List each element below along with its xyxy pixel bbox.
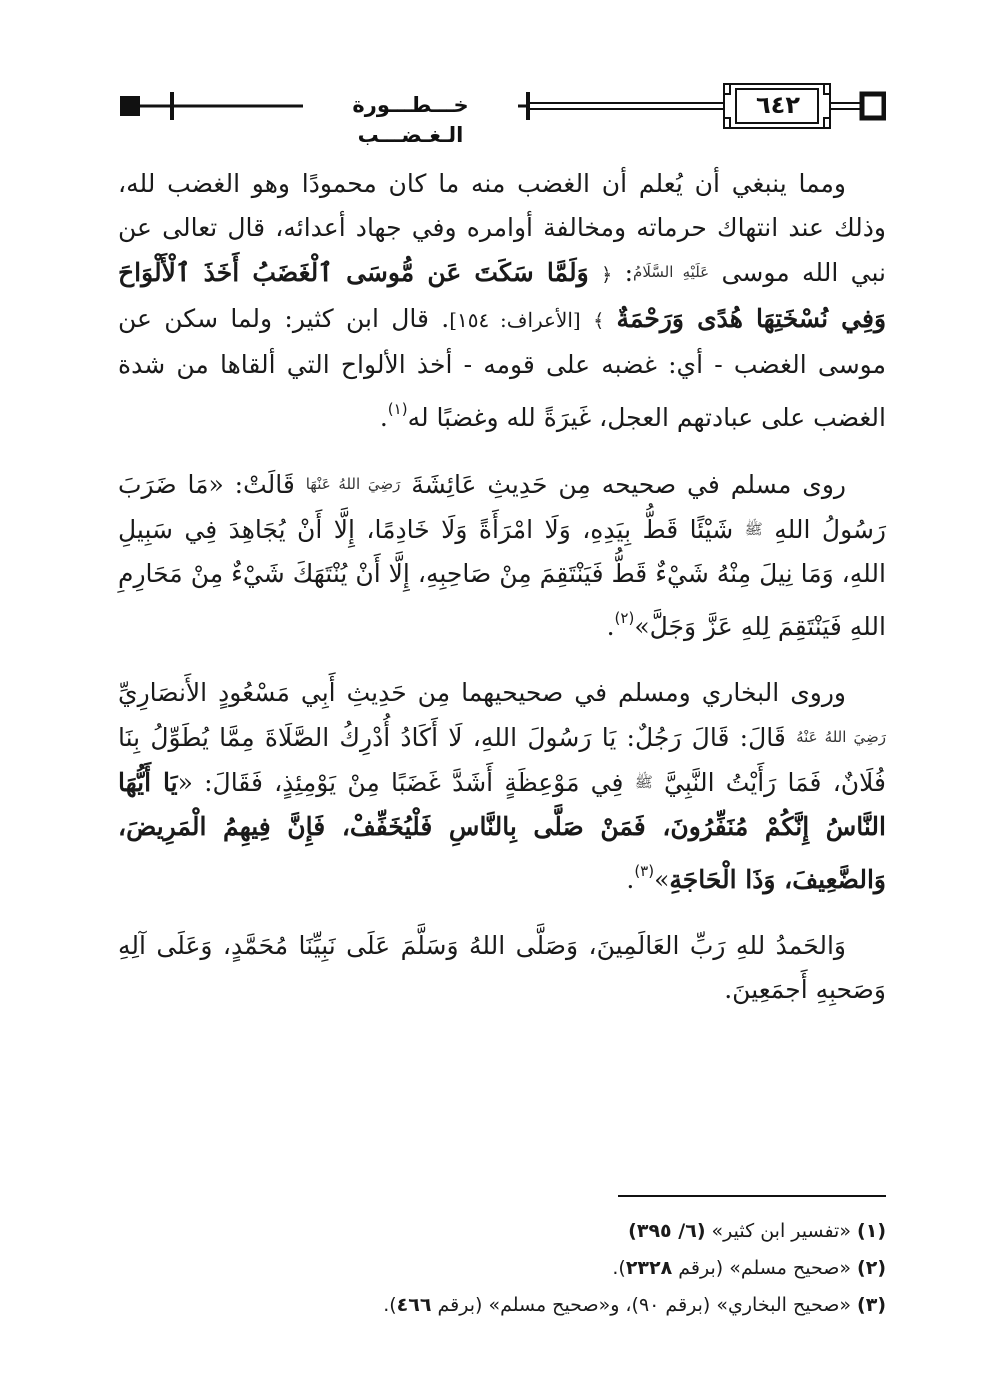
page-header [118,80,886,147]
main-text [118,162,886,1034]
quran-bracket-close: ﴾ [593,310,605,332]
paragraph-1 [118,162,886,440]
footnote-ref-2[interactable]: (٢) [614,609,635,627]
p2-text-a: روى مسلم في صحيحه مِن حَدِيثِ عَائِشَةَ [411,470,846,499]
page-number: ٦٤٢ [756,91,800,119]
footnotes [118,1213,886,1324]
p1-text-b: : [624,258,634,287]
footnote-number: (١) [857,1220,886,1242]
footnote-number: (٢) [857,1257,886,1279]
honorific-salawat-2: ﷺ [634,773,653,791]
honorific-salawat: ﷺ [744,520,763,538]
footnote-citation: (٦/ ٣٩٥) [628,1220,706,1242]
running-title: خـــطـــورة الـغـضـــب [303,90,518,120]
footnote-number: (٣) [857,1294,886,1316]
footnote-ref-3[interactable]: (٣) [634,862,655,880]
quran-verse: وَلَمَّا سَكَتَ عَن مُّوسَى ٱلْغَضَبُ أَخَذَ ٱلْأَلْوَاحَ وَفِي نُسْخَتِهَا هُدًى وَرَحْمَةٌ [118,258,887,333]
p1-text-c: . قال ابن كثير: ولما سكن عن موسى الغضب - أي: غضبه على قومه - أخذ الألواح التي ألقاها من شدة الغضب على عبادتهم العجل، غَيرَةً لله وغضبًا له [118,304,886,432]
paragraph-2 [118,462,886,649]
footnote-3 [118,1287,886,1324]
footnote-text: «تفسير ابن كثير» [711,1220,851,1242]
p2-text-b: قَالَتْ: «مَا ضَرَبَ رَسُولُ اللهِ [118,470,887,544]
p3-text-b: قَالَ: قَالَ رَجُلٌ: يَا رَسُولَ اللهِ، لَا أَكَادُ أُدْرِكُ الصَّلَاةَ مِمَّا يُطَوِّلُ بِنَا فُلَانٌ، فَمَا رَأَيْتُ النَّبِيَّ [118,723,887,797]
footnote-2 [118,1250,886,1287]
p1-end: . [379,403,388,432]
verse-reference: [الأعراف: ١٥٤] [449,308,581,332]
footnote-text: «صحيح مسلم» (برقم [678,1257,851,1279]
paragraph-3 [118,671,886,902]
p3-text-a: وروى البخاري ومسلم في صحيحيهما مِن حَدِيثِ أَبِي مَسْعُودٍ الأَنصَارِيِّ [118,678,846,707]
paragraph-4 [118,924,886,1012]
footnote-ref-1[interactable]: (١) [387,400,408,418]
footnote-end: ). [383,1294,397,1316]
p2-text-c: شَيْئًا قَطُّ بِيَدِهِ، وَلَا امْرَأَةً وَلَا خَادِمًا، إِلَّا أَنْ يُجَاهِدَ فِي سَبِيلِ اللهِ، وَمَا نِيلَ مِنْهُ شَيْءٌ قَطُّ فَيَنْتَقِمَ مِنْ صَاحِبِهِ، إِلَّا أَنْ يُنْتَهَكَ شَيْءٌ مِنْ مَحَارِمِ اللهِ فَيَنْتَقِمَ لِلهِ عَزَّ وَجَلَّ» [118,515,886,641]
p3-text-c: فِي مَوْعِظَةٍ أَشَدَّ غَضَبًا مِنْ يَوْمِئِذٍ، فَقَالَ: « [177,768,624,797]
honorific-alayhi-salam: عَلَيْهِ السَّلَامُ [633,263,710,281]
quran-bracket-open: ﴿ [601,264,613,286]
hadith-quote-bold: يَا أَيُّهَا النَّاسُ إِنَّكُمْ مُنَفِّرُونَ، فَمَنْ صَلَّى بِالنَّاسِ فَلْيُخَفِّفْ، فَإِنَّ فِيهِمُ الْمَرِيضَ، وَالضَّعِيفَ، وَذَا الْحَاجَةِ [118,768,886,894]
closing-supplication: وَالحَمدُ للهِ رَبِّ العَالَمِينَ، وَصَلَّى اللهُ وَسَلَّمَ عَلَى نَبِيِّنَا مُحَمَّدٍ، وَعَلَى آلِهِ وَصَحبِهِ أَجمَعِينَ. [118,931,886,1004]
p1-text-a: ومما ينبغي أن يُعلم أن الغضب منه ما كان محمودًا وهو الغضب لله، وذلك عند انتهاك حرماته ومخالفة أوامره وفي جهاد أعدائه، قال تعالى عن نبي الله موسى [118,169,887,287]
footnote-1 [118,1213,886,1250]
p3-end: . [626,865,635,894]
footnote-citation: ٤٦٦ [396,1294,432,1316]
honorific-radiya-anhu: رَضِيَ اللهُ عَنْهُ [796,728,886,746]
p2-end: . [606,612,615,641]
honorific-radiya-anha: رَضِيَ اللهُ عَنْهَا [305,475,401,493]
footnote-separator [618,1195,886,1197]
footnote-end: ). [612,1257,626,1279]
footnote-text: «صحيح البخاري» (برقم ٩٠)، و«صحيح مسلم» (برقم [437,1294,851,1316]
p3-close-quote: » [654,865,670,894]
footnote-citation: ٢٣٢٨ [625,1257,673,1279]
